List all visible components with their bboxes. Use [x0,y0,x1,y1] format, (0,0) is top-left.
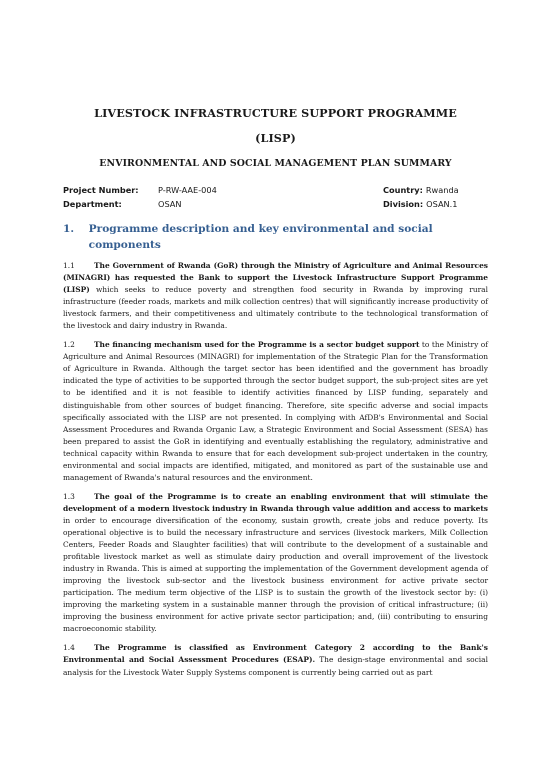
paragraph-text: The design-stage environmental and social analysis for the Livestock Water Supply Systems component is currently being carried out as part [63,655,488,677]
department-label: Department: [63,199,122,209]
paragraph-text: in order to encourage diversification of the economy, sustain growth, create jobs and reduce poverty. Its operational objective is to build the necessary infrastructure and services (livestock markers, Milk Collection Centers, Feeder Roads and Slaughter facilities) that will contribute to the development of a sustainable and profitable livestock market as well as stimulate dairy production and overall improvement of the livestock industry in Rwanda. This is aimed at supporting the implementation of the Government development agenda of improving the livestock sub-sector and the livestock business environment for active private sector participation. The medium term objective of the LISP is to sustain the growth of the livestock sector by: (i) improving the marketing system in a sustainable manner through the provision of critical infrastructure; (ii) improving the business environment for active private sector participation; and, (iii) contributing to ensuring macroeconomic stability. [63,515,488,634]
project-number-value: P-RW-AAE-004 [158,185,217,195]
paragraph [63,260,488,332]
paragraph-text: which seeks to reduce poverty and strengthen food security in Rwanda by improving rural infrastructure (feeder roads, markets and milk collection centres) that will significantly increase productivity of livestock farmers, and their competitiveness and ultimately contribute to the technological transformation of the livestock and dairy industry in Rwanda. [63,285,488,331]
paragraph [63,339,488,484]
division-value: OSAN.1 [426,199,458,209]
section-heading [63,221,488,253]
paragraph-number: 1.2 [63,340,75,350]
paragraph-number: 1.4 [63,643,75,653]
paragraph-lead: The financing mechanism used for the Programme is a sector budget support [94,340,420,350]
paragraph [63,642,488,678]
division-label: Division: [383,199,424,209]
project-meta [63,183,488,211]
document-title: LIVESTOCK INFRASTRUCTURE SUPPORT PROGRAMME [94,106,457,120]
paragraph-lead: The Government of Rwanda (GoR) through the Ministry of Agriculture and Animal Resources (MINAGRI) has requested the Bank to support the Livestock Infrastructure Support Programme (LISP) [63,261,488,295]
paragraph-lead: The goal of the Programme is to create an enabling environment that will stimulate the development of a modern livestock industry in Rwanda through value addition and access to markets [63,491,488,513]
country-value: Rwanda [425,185,459,195]
country-label: Country: [383,185,423,195]
paragraph-number: 1.3 [63,491,75,501]
section-number: 1. [63,223,75,235]
paragraph [63,491,488,636]
paragraph-text: to the Ministry of Agriculture and Animal Resources (MINAGRI) for implementation of the Strategic Plan for the Transformation of Agriculture in Rwanda. Although the target sector has been identified and the government has broadly indicated the type of activities to be supported through the sector budget support, the sub-project sites are yet to be identified and it is not feasible to identify activities financed by LISP funding, separately and distinguishable from other sources of budget financing. Therefore, site specific adverse and social impacts specifically associated with the LISP are not presented. In complying with AfDB's Environmental and Social Assessment Procedures and Rwanda Organic Law, a Strategic Environment and Social Assessment (SESA) has been prepared to assist the GoR in identifying and eventually establishing the regulatory, administrative and technical capacity within Rwanda to ensure that for each development sub-project undertaken in the country, environmental and social impacts are identified, mitigated, and monitored as part of the sustainable use and management of Rwanda's natural resources and the environment. [63,340,488,482]
project-number-label: Project Number: [63,185,139,195]
meta-row-project [63,183,488,197]
meta-row-department [63,197,488,211]
section-title: Programme description and key environmental and social components [88,223,433,251]
department-value: OSAN [158,199,182,209]
document-acronym: (LISP) [255,131,296,145]
paragraph-lead: The Programme is classified as Environment Category 2 according to the Bank's Environmental and Social Assessment Procedures (ESAP). [63,643,488,665]
paragraph-number: 1.1 [63,261,75,270]
document-subtitle: ENVIRONMENTAL AND SOCIAL MANAGEMENT PLAN SUMMARY [99,158,452,169]
